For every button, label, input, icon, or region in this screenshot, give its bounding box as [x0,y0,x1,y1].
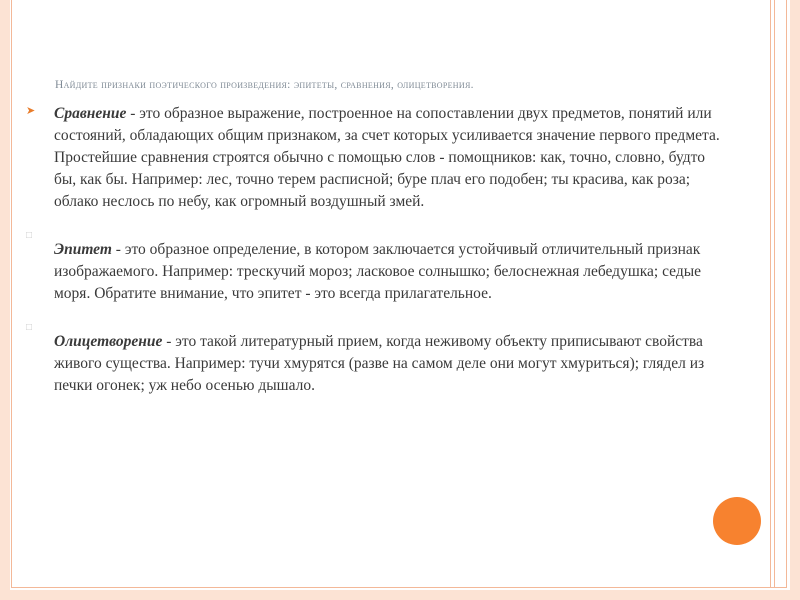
term-comparison: Сравнение [54,105,127,122]
definition-comparison: - это образное выражение, построенное на сопоставлении двух предметов, понятий или состояний, обладающих общим признаком, за счет которых усиливается значение первого предмета. Простейшие сравнения строятся обычно с помощью слов - помощников: как, точно, словно, будто бы, как бы. Например: лес, точно терем расписной; буре плач его подобен; ты красива, как роза; облако неслось по небу, как огромный воздушный змей. [54,105,720,210]
right-rule-secondary [774,0,775,588]
paragraph-personification [26,322,726,397]
bullet-arrow-icon: ➤ [26,105,36,117]
empty-bullet-icon: □ [26,322,33,333]
paragraph-comparison [26,103,726,213]
slide-title: Найдите признаки поэтического произведения: эпитеты, сравнения, олицетворения. [55,79,474,91]
term-epithet: Эпитет [54,241,112,258]
empty-bullet-icon: □ [26,230,33,241]
right-rule [770,0,771,588]
term-personification: Олицетворение [54,333,163,350]
decorative-circle [713,497,761,545]
slide-content [26,103,726,423]
definition-epithet: - это образное определение, в котором заключается устойчивый отличительный признак изображаемого. Например: трескучий мороз; ласковое солнышко; белоснежная лебедушка; седые моря. Обратите внимание, что эпитет - это всегда прилагательное. [54,241,702,302]
paragraph-epithet [26,230,726,305]
definition-personification: - это такой литературный прием, когда неживому объекту приписывают свойства живого существа. Например: тучи хмурятся (разве на самом деле они могут хмуриться); глядел из печки огонек; уж небо осенью дышало. [54,333,705,394]
